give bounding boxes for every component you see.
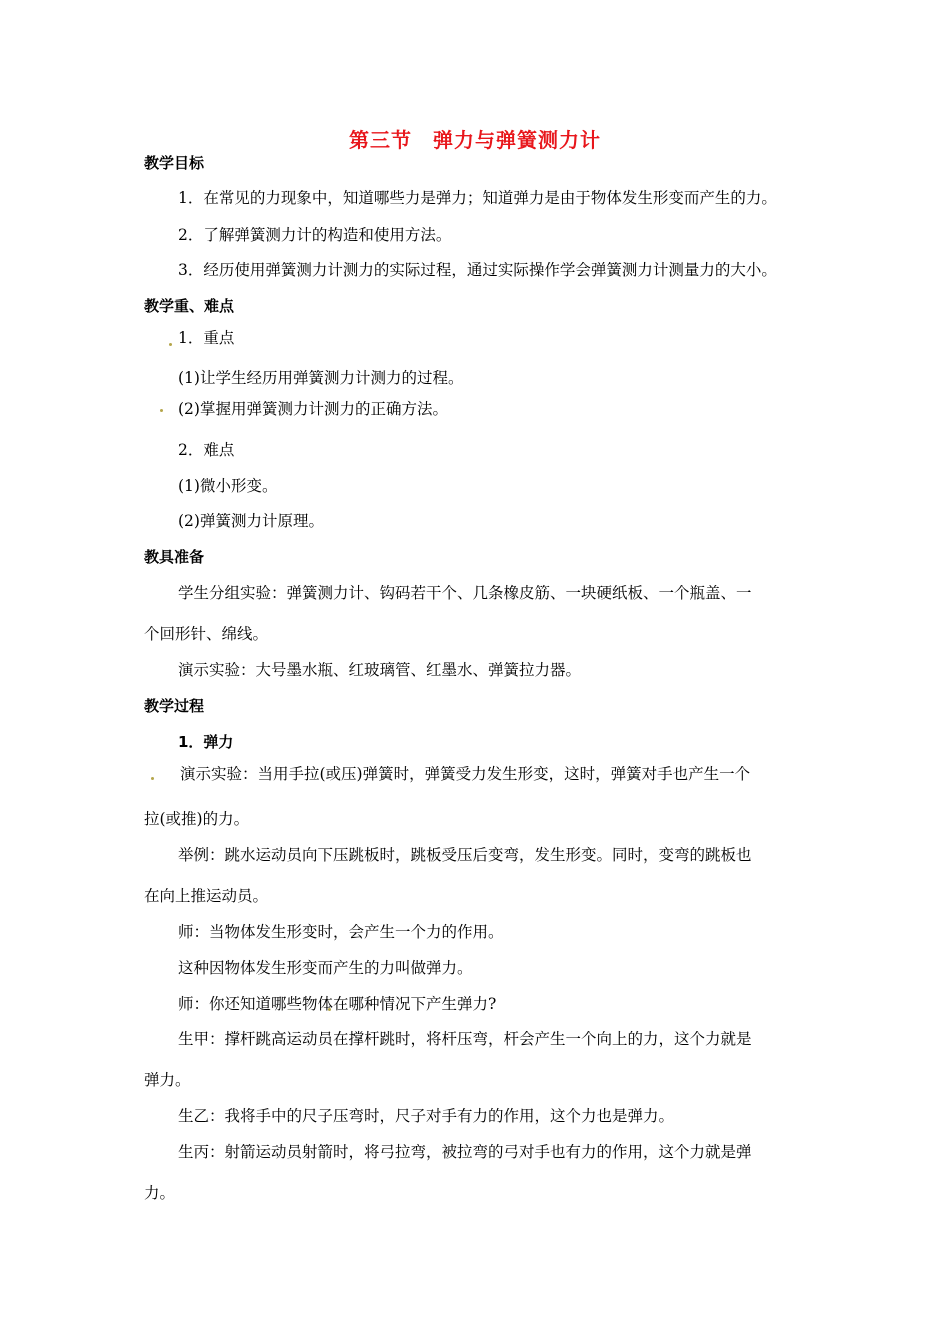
heading-goals: 教学目标 — [144, 154, 205, 172]
equipment-line-3: 演示实验：大号墨水瓶、红玻璃管、红墨水、弹簧拉力器。 — [178, 661, 582, 679]
keypoint-item-1: (1)让学生经历用弹簧测力计测力的过程。 — [178, 369, 464, 387]
subheading-elastic-force: 1．弹力 — [178, 733, 234, 751]
process-line-9: 弹力。 — [144, 1071, 191, 1089]
decorative-dot — [151, 777, 154, 780]
process-line-6: 这种因物体发生形变而产生的力叫做弹力。 — [178, 959, 473, 977]
difficulty-item-2: (2)弹簧测力计原理。 — [178, 512, 324, 530]
goal-item-2: 2．了解弹簧测力计的构造和使用方法。 — [178, 226, 452, 244]
decorative-dot — [169, 343, 172, 346]
goal-item-1: 1．在常见的力现象中，知道哪些力是弹力；知道弹力是由于物体发生形变而产生的力。 — [178, 189, 777, 207]
process-line-3: 举例：跳水运动员向下压跳板时，跳板受压后变弯，发生形变。同时，变弯的跳板也 — [178, 846, 752, 864]
page-title: 第三节 弹力与弹簧测力计 — [349, 128, 601, 152]
process-line-1: 演示实验：当用手拉(或压)弹簧时，弹簧受力发生形变，这时，弹簧对手也产生一个 — [180, 765, 751, 783]
process-line-2: 拉(或推)的力。 — [144, 810, 250, 828]
difficulty-item-1: (1)微小形变。 — [178, 477, 278, 495]
goal-item-3: 3．经历使用弹簧测力计测力的实际过程，通过实际操作学会弹簧测力计测量力的大小。 — [178, 261, 777, 279]
process-line-4: 在向上推运动员。 — [144, 887, 269, 905]
keypoint-item-2: (2)掌握用弹簧测力计测力的正确方法。 — [178, 400, 448, 418]
equipment-line-2: 个回形针、绵线。 — [144, 625, 269, 643]
keypoint-label: 1．重点 — [178, 329, 235, 347]
equipment-line-1: 学生分组实验：弹簧测力计、钩码若干个、几条橡皮筋、一块硬纸板、一个瓶盖、一 — [178, 584, 752, 602]
decorative-dot — [160, 409, 163, 412]
process-line-10: 生乙：我将手中的尺子压弯时，尺子对手有力的作用，这个力也是弹力。 — [178, 1107, 675, 1125]
heading-keypoints: 教学重、难点 — [144, 297, 235, 315]
heading-process: 教学过程 — [144, 697, 205, 715]
difficulty-label: 2．难点 — [178, 441, 235, 459]
process-line-7: 师：你还知道哪些物体在哪种情况下产生弹力? — [178, 995, 497, 1013]
process-line-8: 生甲：撑杆跳高运动员在撑杆跳时，将杆压弯，杆会产生一个向上的力，这个力就是 — [178, 1030, 752, 1048]
heading-equipment: 教具准备 — [144, 548, 205, 566]
process-line-12: 力。 — [144, 1184, 176, 1202]
process-line-5: 师：当物体发生形变时，会产生一个力的作用。 — [178, 923, 504, 941]
process-line-11: 生丙：射箭运动员射箭时，将弓拉弯，被拉弯的弓对手也有力的作用，这个力就是弹 — [178, 1143, 752, 1161]
